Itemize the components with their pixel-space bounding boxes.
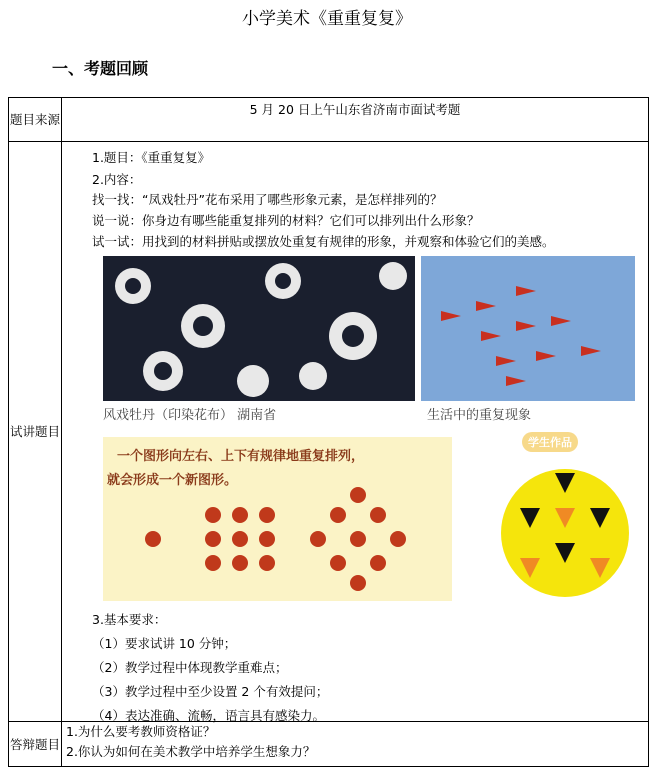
topic-line: 1.题目：《重重复复》 [92, 150, 211, 165]
lecture-label: 试讲题目 [9, 142, 62, 722]
defense-question: 2.你认为如何在美术教学中培养学生想象力？ [66, 744, 316, 759]
doc-title: 小学美术《重重复复》 [242, 9, 412, 29]
poster-text-2: 就会形成一个新图形。 [107, 473, 238, 488]
defense-question: 1.为什么要考教师资格证？ [66, 724, 216, 739]
section-heading: 一、考题回顾 [52, 59, 149, 78]
source-value: 5 月 20 日上午山东省济南市面试考题 [62, 98, 649, 142]
planes-caption: 生活中的重复现象 [427, 408, 532, 423]
planes-image [421, 256, 635, 401]
fabric-image [103, 256, 415, 401]
req-title: 3.基本要求： [92, 612, 167, 627]
source-label: 题目来源 [9, 98, 62, 142]
say-line: 说一说：你身边有哪些能重复排列的材料？它们可以排列出什么形象？ [92, 213, 480, 228]
req-item: （4）表达准确、流畅，语言具有感染力。 [92, 708, 325, 723]
student-work-image [500, 468, 630, 598]
defense-label: 答辩题目 [9, 722, 62, 767]
butterfly-pattern [103, 487, 452, 601]
defense-questions [62, 722, 649, 767]
lecture-content [62, 142, 649, 722]
exam-table [8, 97, 649, 767]
poster-text-1: 一个图形向左右、上下有规律地重复排列， [117, 449, 365, 464]
req-item: （1）要求试讲 10 分钟； [92, 636, 237, 651]
req-item: （2）教学过程中体现教学重难点； [92, 660, 288, 675]
req-item: （3）教学过程中至少设置 2 个有效提问； [92, 684, 329, 699]
try-line: 试一试：用找到的材料拼贴或摆放处重复有规律的形象，并观察和体验它们的美感。 [92, 234, 555, 249]
poster-image [103, 437, 452, 601]
content-line: 2.内容： [92, 172, 142, 187]
student-work-badge: 学生作品 [522, 432, 578, 452]
find-line: 找一找：“凤戏牡丹”花布采用了哪些形象元素，是怎样排列的？ [92, 192, 443, 207]
fabric-caption: 风戏牡丹（印染花布） 湖南省 [103, 408, 277, 423]
